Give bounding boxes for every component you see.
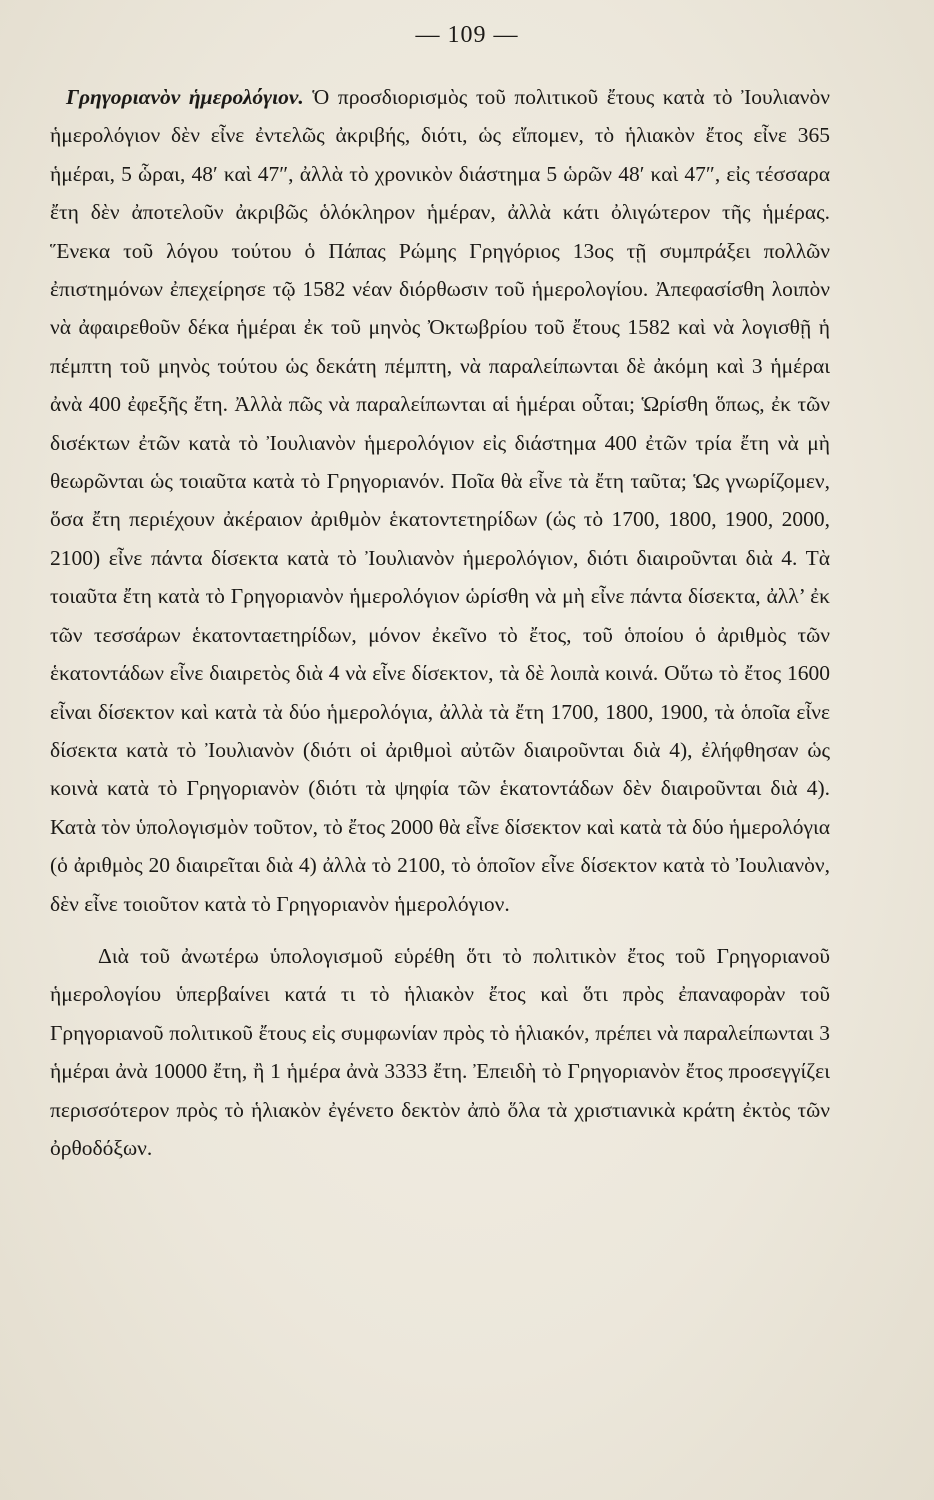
- paragraph-gregorian-calendar: [50, 78, 830, 923]
- section-heading: Γρηγοριανὸν ἡμερολόγιον.: [66, 85, 304, 109]
- paragraph-conclusion: [50, 937, 830, 1167]
- body-text: [50, 78, 830, 1167]
- paragraph-2-text: Διὰ τοῦ ἀνωτέρω ὑπολογισμοῦ εὑρέθη ὅτι τὸ πολιτικὸν ἔτος τοῦ Γρηγοριανοῦ ἡμερολογίου ὑπερβαίνει κατά τι τὸ ἡλιακὸν ἔτος καὶ ὅτι πρὸς ἐπαναφορὰν τοῦ Γρηγοριανοῦ πολιτικοῦ ἔτους εἰς συμφωνίαν πρὸς τὸ ἡλιακόν, πρέπει νὰ παραλείπωνται 3 ἡμέραι ἀνὰ 10000 ἔτη, ἢ 1 ἡμέρα ἀνὰ 3333 ἔτη. Ἐπειδὴ τὸ Γρηγοριανὸν ἔτος προσεγγίζει περισσότερον πρὸς τὸ ἡλιακὸν ἐγένετο δεκτὸν ἀπὸ ὅλα τὰ χριστιανικὰ κράτη ἐκτὸς τῶν ὀρθοδόξων.: [50, 943, 830, 1160]
- paragraph-1-text: Ὁ προσδιορισμὸς τοῦ πολιτικοῦ ἔτους κατὰ τὸ Ἰουλιανὸν ἡμερολόγιον δὲν εἶνε ἐντελῶς ἀκριβής, διότι, ὡς εἴπομεν, τὸ ἡλιακὸν ἔτος εἶνε 365 ἡμέραι, 5 ὧραι, 48′ καὶ 47″, ἀλλὰ τὸ χρονικὸν διάστημα 5 ὡρῶν 48′ καὶ 47″, εἰς τέσσαρα ἔτη δὲν ἀποτελοῦν ἀκριβῶς ὁλόκληρον ἡμέραν, ἀλλὰ κάτι ὀλιγώτερον τῆς ἡμέρας. Ἕνεκα τοῦ λόγου τούτου ὁ Πάπας Ρώμης Γρηγόριος 13ος τῇ συμπράξει πολλῶν ἐπιστημόνων ἐπεχείρησε τῷ 1582 νέαν διόρθωσιν τοῦ ἡμερολογίου. Ἀπεφασίσθη λοιπὸν νὰ ἀφαιρεθοῦν δέκα ἡμέραι ἐκ τοῦ μηνὸς Ὀκτωβρίου τοῦ ἔτους 1582 καὶ νὰ λογισθῇ ἡ πέμπτη τοῦ μηνὸς τούτου ὡς δεκάτη πέμπτη, νὰ παραλείπωνται δὲ ἀκόμη καὶ 3 ἡμέραι ἀνὰ 400 ἐφεξῆς ἔτη. Ἀλλὰ πῶς νὰ παραλείπωνται αἱ ἡμέραι οὗται; Ὡρίσθη ὅπως, ἐκ τῶν δισέκτων ἐτῶν κατὰ τὸ Ἰουλιανὸν ἡμερολόγιον εἰς διάστημα 400 ἐτῶν τρία ἔτη νὰ μὴ θεωρῶνται ὡς τοιαῦτα κατὰ τὸ Γρηγοριανόν. Ποῖα θὰ εἶνε τὰ ἔτη ταῦτα; Ὡς γνωρίζομεν, ὅσα ἔτη περιέχουν ἀκέραιον ἀριθμὸν ἑκατοντετηρίδων (ὡς τὸ 1700, 1800, 1900, 2000, 2100) εἶνε πάντα δίσεκτα κατὰ τὸ Ἰουλιανὸν ἡμερολόγιον, διότι διαιροῦνται διὰ 4. Τὰ τοιαῦτα ἔτη κατὰ τὸ Γρηγοριανὸν ἡμερολόγιον ὡρίσθη νὰ μὴ εἶνε πάντα δίσεκτα, ἀλλ’ ἐκ τῶν τεσσάρων ἑκατονταετηρίδων, μόνον ἐκεῖνο τὸ ἔτος, τοῦ ὁποίου ὁ ἀριθμὸς τῶν ἑκατοντάδων εἶνε διαιρετὸς διὰ 4 νὰ εἶνε δίσεκτον, τὰ δὲ λοιπὰ κοινά. Οὕτω τὸ ἔτος 1600 εἶναι δίσεκτον καὶ κατὰ τὰ δύο ἡμερολόγια, ἀλλὰ τὰ ἔτη 1700, 1800, 1900, τὰ ὁποῖα εἶνε δίσεκτα κατὰ τὸ Ἰουλιανὸν (διότι οἱ ἀριθμοὶ αὐτῶν διαιροῦνται διὰ 4), ἐλήφθησαν ὡς κοινὰ κατὰ τὸ Γρηγοριανὸν (διότι τὰ ψηφία τῶν ἑκατοντάδων δὲν διαιροῦνται διὰ 4). Κατὰ τὸν ὑπολογισμὸν τοῦτον, τὸ ἔτος 2000 θὰ εἶνε δίσεκτον καὶ κατὰ τὰ δύο ἡμερολόγια (ὁ ἀριθμὸς 20 διαιρεῖται διὰ 4) ἀλλὰ τὸ 2100, τὸ ὁποῖον εἶνε δίσεκτον κατὰ τὸ Ἰουλιανὸν, δὲν εἶνε τοιοῦτον κατὰ τὸ Γρηγοριανὸν ἡμερολόγιον.: [50, 85, 830, 916]
- page-number: — 109 —: [415, 22, 519, 48]
